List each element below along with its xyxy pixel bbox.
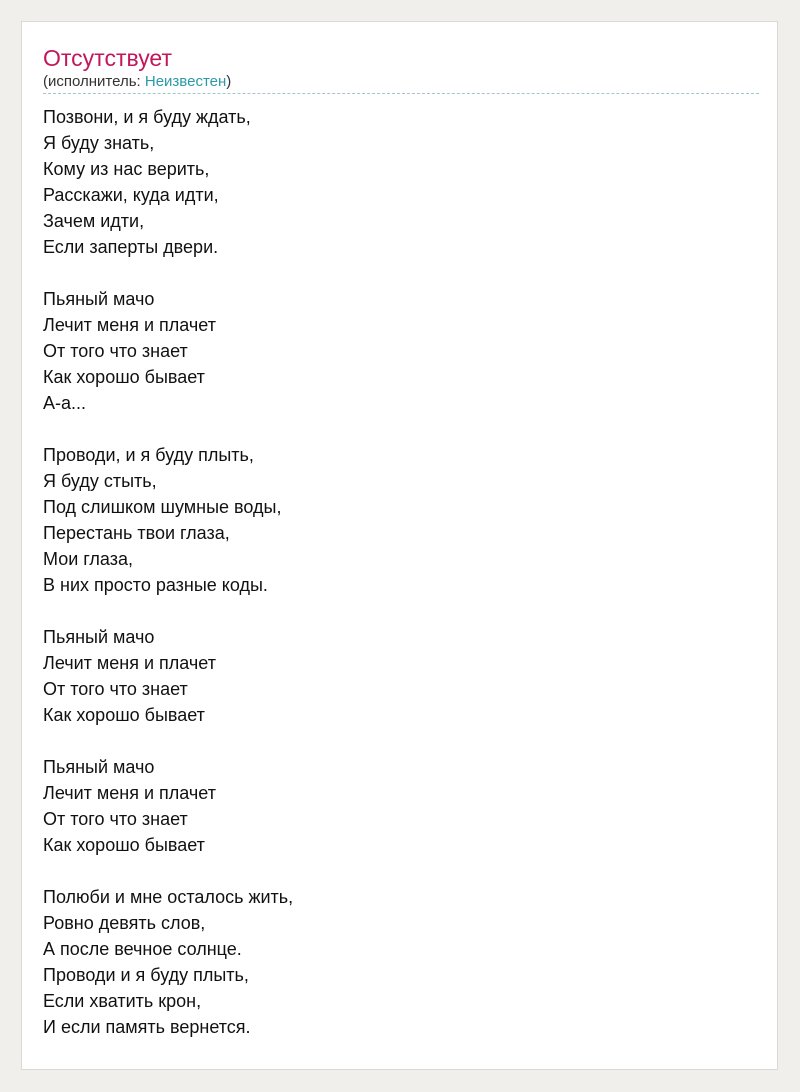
lyric-line: От того что знает	[43, 341, 188, 361]
lyric-line: Мои глаза,	[43, 549, 134, 569]
lyric-line: В них просто разные коды.	[43, 575, 268, 595]
lyric-line: Позвони, и я буду ждать,	[43, 107, 251, 127]
lyrics-text	[43, 104, 759, 1066]
lyric-line: Пьяный мачо	[43, 627, 155, 647]
lyric-line: Расскажи, куда идти,	[43, 185, 219, 205]
song-title: Отсутствует	[43, 45, 172, 71]
lyric-line: От того что знает	[43, 809, 188, 829]
lyric-line: А-а...	[43, 393, 87, 413]
lyric-line: Как хорошо бывает	[43, 835, 205, 855]
lyric-line: Если заперты двери.	[43, 237, 219, 257]
lyric-line: Зачем идти,	[43, 211, 145, 231]
lyric-line: Под слишком шумные воды,	[43, 497, 282, 517]
lyric-line: Пьяный мачо	[43, 757, 155, 777]
lyrics-stanza	[43, 104, 759, 260]
artist-line	[43, 73, 231, 91]
lyrics-stanza	[43, 754, 759, 858]
artist-suffix: )	[226, 73, 232, 90]
lyrics-stanza	[43, 442, 759, 598]
lyric-line: Я буду стыть,	[43, 471, 157, 491]
lyric-line: Как хорошо бывает	[43, 367, 205, 387]
lyric-line: Ровно девять слов,	[43, 913, 206, 933]
lyrics-card	[21, 21, 778, 1070]
lyric-line: Если хватить крон,	[43, 991, 202, 1011]
lyric-line: Проводи и я буду плыть,	[43, 965, 249, 985]
lyric-line: Я буду знать,	[43, 133, 155, 153]
lyric-line: Как хорошо бывает	[43, 705, 205, 725]
lyric-line: Полюби и мне осталось жить,	[43, 887, 294, 907]
lyrics-stanza	[43, 884, 759, 1040]
lyric-line: Проводи, и я буду плыть,	[43, 445, 254, 465]
artist-prefix: (исполнитель:	[43, 73, 145, 90]
lyric-line: От того что знает	[43, 679, 188, 699]
lyric-line: А после вечное солнце.	[43, 939, 242, 959]
lyric-line: И если память вернется.	[43, 1017, 251, 1037]
lyrics-stanza	[43, 286, 759, 416]
lyric-line: Лечит меня и плачет	[43, 783, 216, 803]
lyric-line: Лечит меня и плачет	[43, 653, 216, 673]
lyrics-stanza	[43, 624, 759, 728]
title-divider	[43, 93, 759, 94]
artist-link[interactable]: Неизвестен	[144, 73, 227, 90]
lyric-line: Лечит меня и плачет	[43, 315, 216, 335]
lyric-line: Перестань твои глаза,	[43, 523, 230, 543]
lyric-line: Пьяный мачо	[43, 289, 155, 309]
lyric-line: Кому из нас верить,	[43, 159, 210, 179]
